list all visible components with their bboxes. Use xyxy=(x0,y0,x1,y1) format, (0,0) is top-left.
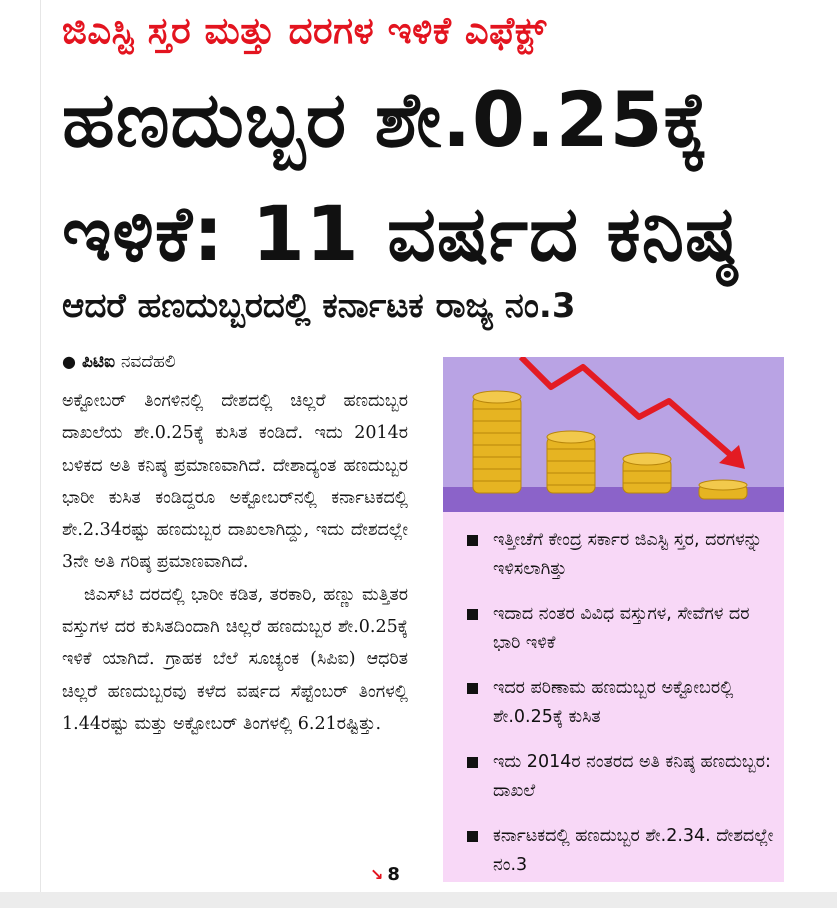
coin-stack-3 xyxy=(623,453,671,493)
dateline xyxy=(62,350,176,374)
main-headline-line1: ಹಣದುಬ್ಬರ ಶೇ.0.25ಕ್ಕೆ xyxy=(62,75,710,164)
falling-coins-illustration xyxy=(443,357,784,512)
article-body xyxy=(62,385,408,885)
coins-arrow-graphic xyxy=(443,357,784,512)
highlight-item xyxy=(465,822,776,880)
highlight-text: ಇದರ ಪರಿಣಾಮ ಹಣದುಬ್ಬರ ಅಕ್ಟೋಬರಲ್ಲಿ ಶೇ.0.25ಕ್ಕೆ ಕುಸಿತ xyxy=(493,678,734,727)
kicker-headline: ಜಿಎಸ್ಟಿ ಸ್ತರ ಮತ್ತು ದರಗಳ ಇಳಿಕೆ ಎಫೆಕ್ಟ್ xyxy=(62,9,547,52)
highlight-text: ಕರ್ನಾಟಕದಲ್ಲಿ ಹಣದುಬ್ಬರ ಶೇ.2.34. ದೇಶದಲ್ಲೇ ನಂ.3 xyxy=(493,826,774,875)
subheadline: ಆದರೆ ಹಣದುಬ್ಬರದಲ್ಲಿ ಕರ್ನಾಟಕ ರಾಜ್ಯ ನಂ.3 xyxy=(62,286,576,326)
highlights-box xyxy=(443,512,784,882)
continued-page-number: 8 xyxy=(387,864,400,885)
page-gutter-line xyxy=(40,0,41,892)
continued-on-page xyxy=(370,864,400,886)
highlight-text: ಇದಾದ ನಂತರ ವಿವಿಧ ವಸ್ತುಗಳ, ಸೇವೆಗಳ ದರ ಭಾರಿ ಇಳಿಕೆ xyxy=(493,604,750,653)
news-agency: ಪಿಟಿಐ xyxy=(81,352,115,372)
page-bottom-bar xyxy=(0,892,837,908)
highlight-item xyxy=(465,748,776,806)
highlight-item xyxy=(465,674,776,732)
square-bullet-icon xyxy=(467,609,478,620)
square-bullet-icon xyxy=(467,683,478,694)
square-bullet-icon xyxy=(467,757,478,768)
bullet-dot-icon: ● xyxy=(62,352,76,371)
jump-arrow-icon: ↘ xyxy=(370,865,384,884)
highlight-item xyxy=(465,526,776,584)
article-paragraph: ಅಕ್ಟೋಬರ್ ತಿಂಗಳಿನಲ್ಲಿ ದೇಶದಲ್ಲಿ ಚಿಲ್ಲರೆ ಹಣದುಬ್ಬರ ದಾಖಲೆಯ ಶೇ.0.25ಕ್ಕೆ ಕುಸಿತ ಕಂಡಿದೆ. ಇದು 2014ರ ಬಳಿಕದ ಅತಿ ಕನಿಷ್ಠ ಪ್ರಮಾಣವಾಗಿದೆ. ದೇಶಾದ್ಯಂತ ಹಣದುಬ್ಬರ ಭಾರೀ ಕುಸಿತ ಕಂಡಿದ್ದರೂ ಅಕ್ಟೋಬರ್‌ನಲ್ಲಿ ಕರ್ನಾಟಕದಲ್ಲಿ ಶೇ.2.34ರಷ್ಟು ಹಣದುಬ್ಬರ ದಾಖಲಾಗಿದ್ದು, ಇದು ದೇಶದಲ್ಲೇ 3ನೇ ಅತಿ ಗರಿಷ್ಠ ಪ್ರಮಾಣವಾಗಿದೆ. xyxy=(62,391,408,573)
dateline-place: ನವದೆಹಲಿ xyxy=(120,352,176,372)
coin-stack-1 xyxy=(473,391,521,493)
square-bullet-icon xyxy=(467,831,478,842)
coin-stack-4 xyxy=(699,480,747,499)
main-headline-line2: ಇಳಿಕೆ: 11 ವರ್ಷದ ಕನಿಷ್ಠ xyxy=(62,189,738,278)
highlight-text: ಇತ್ತೀಚೆಗೆ ಕೇಂದ್ರ ಸರ್ಕಾರ ಜಿಎಸ್ಟಿ ಸ್ತರ, ದರಗಳನ್ನು ಇಳಿಸಲಾಗಿತ್ತು xyxy=(493,530,763,579)
article-paragraph: ಜಿಎಸ್‌ಟಿ ದರದಲ್ಲಿ ಭಾರೀ ಕಡಿತ, ತರಕಾರಿ, ಹಣ್ಣು ಮತ್ತಿತರ ವಸ್ತುಗಳ ದರ ಕುಸಿತದಿಂದಾಗಿ ಚಿಲ್ಲರೆ ಹಣದುಬ್ಬರ ಶೇ.0.25ಕ್ಕೆ ಇಳಿಕೆ ಯಾಗಿದೆ. ಗ್ರಾಹಕ ಬೆಲೆ ಸೂಚ್ಯಂಕ (ಸಿಪಿಐ) ಆಧರಿತ ಚಿಲ್ಲರೆ ಹಣದುಬ್ಬರವು ಕಳೆದ ವರ್ಷದ ಸೆಪ್ಟೆಂಬರ್ ತಿಂಗಳಲ್ಲಿ 1.44ರಷ್ಟು ಮತ್ತು ಅಕ್ಟೋಬರ್ ತಿಂಗಳಲ್ಲಿ 6.21ರಷ್ಟಿತ್ತು. xyxy=(62,584,408,734)
highlight-text: ಇದು 2014ರ ನಂತರದ ಅತಿ ಕನಿಷ್ಠ ಹಣದುಬ್ಬರ: ದಾಖಲೆ xyxy=(493,752,771,801)
highlight-item xyxy=(465,600,776,658)
square-bullet-icon xyxy=(467,535,478,546)
highlights-list xyxy=(443,512,784,880)
coin-stack-2 xyxy=(547,431,595,493)
